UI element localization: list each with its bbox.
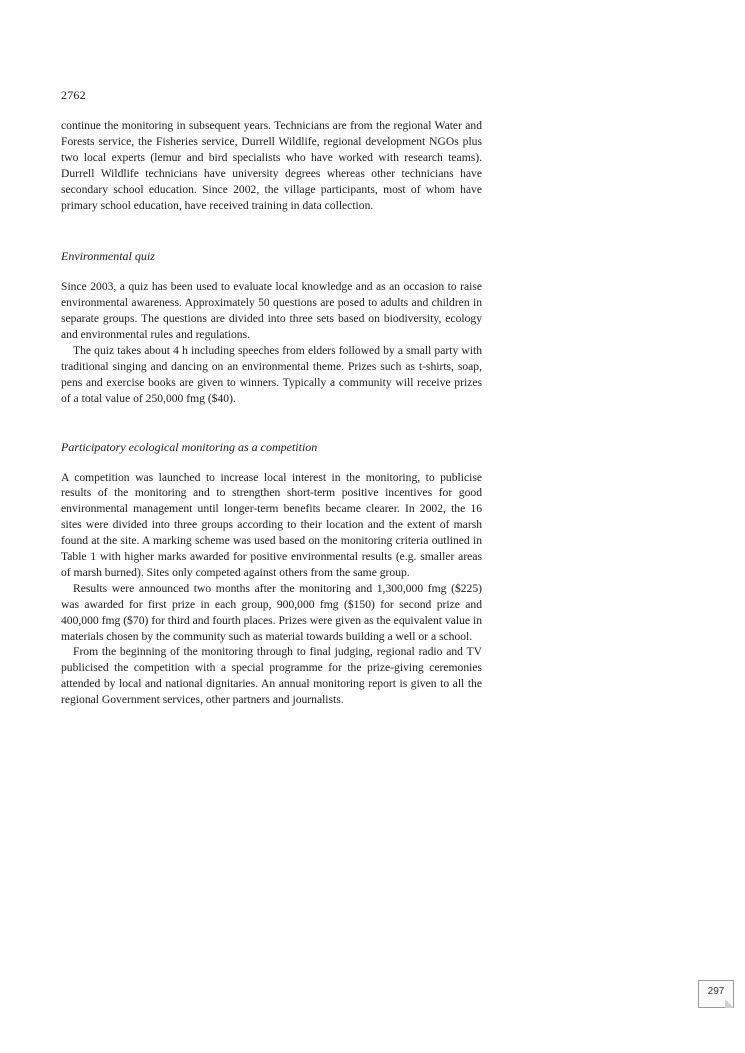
- paragraph-competition-2: Results were announced two months after the monitoring and 1,300,000 fmg ($225) was awarded for first prize in each group, 900,000 fmg ($150) for second prize and 400,000 fmg ($70) for third and fourth places. Prizes were given as the equivalent value in materials chosen by the community such as material towards building a well or a school.: [61, 581, 482, 643]
- heading-participatory-monitoring: Participatory ecological monitoring as a competition: [61, 439, 318, 454]
- page-number: 2762: [61, 88, 86, 102]
- page-badge: [698, 980, 734, 1008]
- page-badge-label: 297: [707, 986, 725, 997]
- page-curl-icon: [725, 999, 734, 1008]
- paragraph-competition-3: From the beginning of the monitoring through to final judging, regional radio and TV publicised the competition with a special programme for the prize-giving ceremonies attended by local and national dignitaries. An annual monitoring report is given to all the regional Government services, other partners and journalists.: [61, 645, 482, 707]
- paragraph-intro: continue the monitoring in subsequent years. Technicians are from the regional Water and Forests service, the Fisheries service, Durrell Wildlife, regional development NGOs plus two local experts (lemur and bird specialists who have worked with research teams). Durrell Wildlife technicians have university degrees whereas other technicians have secondary school education. Since 2002, the village participants, most of whom have primary school education, have received training in data collection.: [61, 119, 482, 212]
- paragraph-competition-1: A competition was launched to increase local interest in the monitoring, to publicise results of the monitoring and to strengthen short-term positive incentives for good environmental management until longer-term benefits became clearer. In 2002, the 16 sites were divided into three groups according to their location and the extent of marsh found at the site. A marking scheme was used based on the monitoring criteria outlined in Table 1 with higher marks awarded for positive environmental results (e.g. smaller areas of marsh burned). Sites only competed against others from the same group.: [61, 470, 482, 579]
- paragraph-quiz-1: Since 2003, a quiz has been used to evaluate local knowledge and as an occasion to raise environmental awareness. Approximately 50 questions are posed to adults and children in separate groups. The questions are divided into three sets based on biodiversity, ecology and environmental rules and regulations.: [61, 280, 482, 342]
- heading-environmental-quiz: Environmental quiz: [61, 249, 155, 264]
- text-column: [61, 118, 482, 708]
- paragraph-quiz-2: The quiz takes about 4 h including speeches from elders followed by a small party with traditional singing and dancing on an environmental theme. Prizes such as t-shirts, soap, pens and exercise books are given to winners. Typically a community will receive prizes of a total value of 250,000 fmg ($40).: [61, 343, 482, 405]
